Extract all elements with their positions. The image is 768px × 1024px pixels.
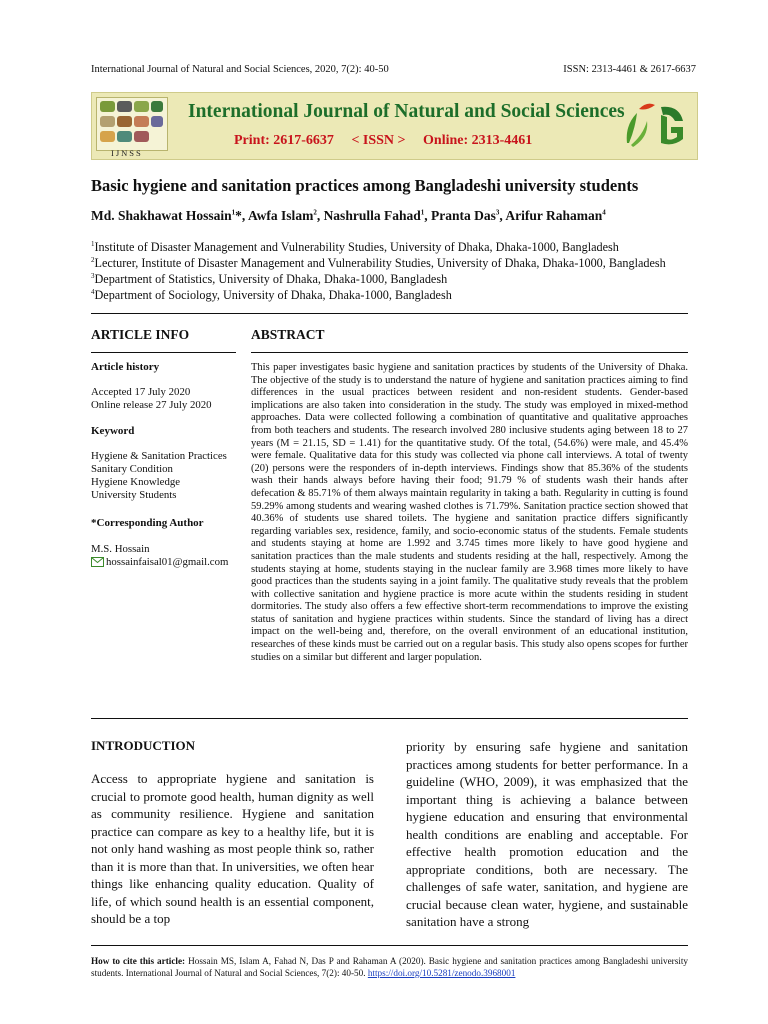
author-sep: *, — [235, 208, 248, 223]
affiliation-num: 3 — [91, 272, 95, 280]
divider — [91, 945, 688, 946]
corresponding-author-name: M.S. Hossain — [91, 543, 150, 555]
online-issn: Online: 2313-4461 — [423, 133, 533, 148]
affiliation — [91, 240, 619, 255]
author-sep: , — [316, 208, 324, 223]
abstract-heading: ABSTRACT — [251, 327, 325, 342]
affiliation-text: Institute of Disaster Management and Vulnerability Studies, University of Dhaka, Dhaka-1000, Bangladesh — [94, 240, 619, 255]
author-name: Md. Shakhawat Hossain — [91, 208, 232, 223]
citation-label: How to cite this article: — [91, 956, 186, 966]
affiliation — [91, 256, 666, 271]
corresponding-author-heading: *Corresponding Author — [91, 517, 204, 529]
affiliation — [91, 288, 452, 303]
divider — [91, 352, 236, 353]
affiliation-text: Department of Sociology, University of Dhaka, Dhaka-1000, Bangladesh — [94, 288, 452, 303]
print-issn: Print: 2617-6637 — [234, 133, 334, 148]
introduction-col2: priority by ensuring safe hygiene and sanitation practices among students for better performance. In a guideline (WHO, 2009), it was emphasized that the important thing is achieving a balance between hygiene education and ensuring that environmental health conditions are enabling and acceptable. For effective health promotion education and the appropriate conditions, both are necessary. The challenges of safe water, sanitation, and hygiene are crucial because clean water, hygiene, and sustainable sanitation have a strong — [406, 739, 688, 929]
keyword-item: Hygiene Knowledge — [91, 476, 181, 488]
journal-thumbnails-image — [96, 97, 168, 158]
journal-abbrev: IJNSS — [111, 148, 143, 158]
author-name: Awfa Islam — [247, 208, 314, 223]
author-sup: 1 — [231, 208, 236, 217]
divider — [91, 313, 688, 314]
author-sup: 2 — [313, 208, 317, 217]
corresponding-email-row[interactable] — [91, 556, 228, 569]
author-name: Nashrulla Fahad — [323, 208, 421, 223]
article-info-heading: ARTICLE INFO — [91, 327, 190, 342]
corresponding-email[interactable]: hossainfaisal01@gmail.com — [106, 556, 229, 568]
keyword-item: University Students — [91, 489, 177, 501]
journal-issn-line — [234, 133, 546, 149]
envelope-icon — [91, 557, 104, 567]
author-sup: 1 — [420, 208, 425, 217]
introduction-heading: INTRODUCTION — [91, 738, 196, 753]
article-title: Basic hygiene and sanitation practices among Bangladeshi university students — [91, 176, 639, 195]
affiliation-num: 2 — [91, 256, 95, 264]
journal-banner — [91, 92, 698, 160]
affiliation — [91, 272, 447, 287]
keyword-item: Sanitary Condition — [91, 463, 173, 475]
author-list — [91, 208, 606, 224]
author-sep: , — [499, 208, 506, 223]
divider — [91, 718, 688, 719]
author-sup: 4 — [602, 208, 606, 217]
author-name: Arifur Rahaman — [505, 208, 603, 223]
running-header-left: International Journal of Natural and Social Sciences, 2020, 7(2): 40-50 — [91, 64, 389, 75]
affiliation-text: Department of Statistics, University of Dhaka, Dhaka-1000, Bangladesh — [94, 272, 448, 287]
keyword-heading: Keyword — [91, 425, 135, 437]
article-history-heading: Article history — [91, 361, 160, 373]
online-release-date: Online release 27 July 2020 — [91, 399, 212, 411]
accepted-date: Accepted 17 July 2020 — [91, 386, 191, 398]
author-name: Pranta Das — [430, 208, 496, 223]
affiliation-num: 4 — [91, 288, 95, 296]
affiliation-text: Lecturer, Institute of Disaster Management and Vulnerability Studies, University of Dhaka, Dhaka-1000, Bangladesh — [94, 256, 666, 271]
issn-label: < ISSN > — [351, 133, 406, 148]
introduction-col1: Access to appropriate hygiene and sanitation is crucial to promote good health, human dignity as well as community resilience. Hygiene and sanitation practice can compare as key to a healthy life, but it is not only hand washing as most people think so, rather than it is more than that. In universities, we often hear things like enhancing quality education. Quality of life, of which sound health is an essential component, should be a top — [91, 771, 374, 926]
affiliation-num: 1 — [91, 240, 95, 248]
doi-link[interactable]: https://doi.org/10.5281/zenodo.3968001 — [367, 967, 516, 978]
running-header-right: ISSN: 2313-4461 & 2617-6637 — [563, 64, 696, 75]
citation-block — [91, 956, 688, 979]
journal-logo-icon — [617, 95, 693, 155]
keyword-item: Hygiene & Sanitation Practices — [91, 450, 227, 462]
divider — [251, 352, 688, 353]
citation-text: Hossain MS, Islam A, Fahad N, Das P and Rahaman A (2020). Basic hygiene and sanitation practices among Bangladeshi university students. International Journal of Natural and Social Sciences, 7(2): 40-50. — [91, 956, 689, 978]
abstract-text: This paper investigates basic hygiene and sanitation practices by students of the University of Dhaka. The objective of the study is to understand the nature of hygiene and sanitation practices aiming to find differences in the usual practices between resident and non-resident students. Gender-based implications are also taken into consideration in the study. The study was employed in mixed-method approaches. Data were collected following a combination of quantitative and qualitative approaches from both teachers and students. The research involved 280 inclusive students aging between 18 to 27 years (M = 21.15, SD = 1.41) for the quantitative study. Of the total, (54.6%) were male, and 45.4% were female. Qualitative data for this study was collected via phone call interviews. A total of twenty (20) persons were the responders of in-depth interviews. Findings show that 85.36% of the students wash their hands always before having their food; 91.79 % of students wash their hands after defecation & 85.71% of them always maintain regularity in taking a bath. Regularity in cutting is found 59.29% among students and wearing washed clothes is 71.79%. Sanitation practice section showed that 40.36% of students use shared toilets. The hygiene and sanitation practice differs significantly regarding variables sex, residence, family, and socio-economic status of the students. Female students and students staying at home are 1.992 and 3.745 times more likely to have good hygiene and sanitation practices than the male students and students residing at the hall, respectively. Among the students staying at home, students staying in the nuclear family are 3.968 times more likely to have good practices than the students saying in a joint family. The qualitative study reveals that the problem with collective sanitation and hygiene practice is more acute within the students residing in student dormitories. The study also offers a few effective short-term recommendations to improve the existing status of sanitation and hygiene practices within students. Since the standard of living has a direct impact on the well-being and, therefore, on the overall environment of an educational institution, researches of these kinds must be carried out on a regular basis. This study also opens scopes for further studies on a similar but different and larger population. — [251, 362, 688, 663]
author-sup: 3 — [495, 208, 500, 217]
journal-title: International Journal of Natural and Social Sciences — [188, 101, 625, 122]
author-sep: , — [424, 208, 431, 223]
